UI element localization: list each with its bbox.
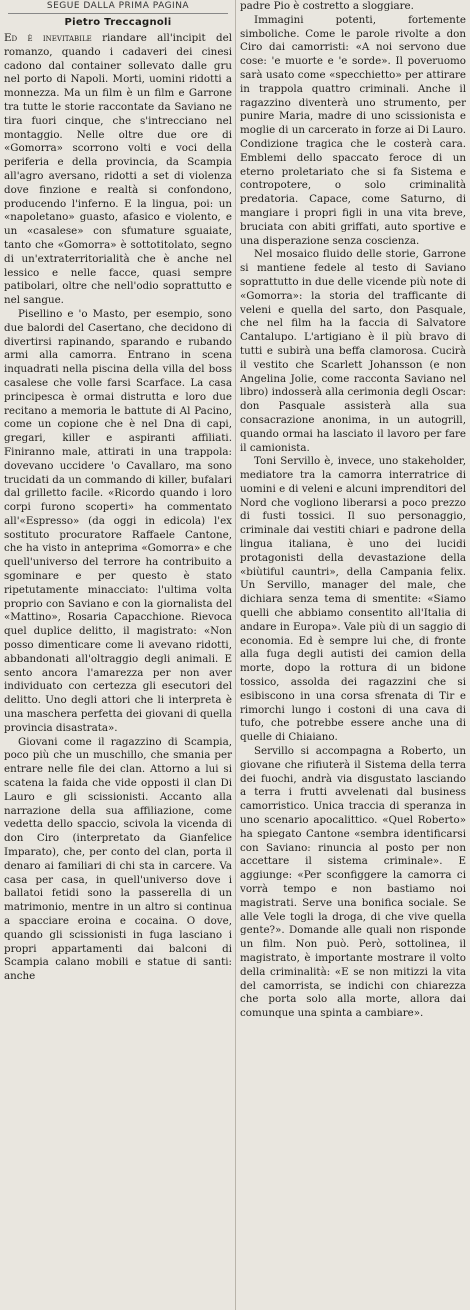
left-column [4,0,232,1310]
right-column [240,0,466,1310]
kicker-divider [8,13,228,14]
column-divider [235,0,236,1310]
article-paragraph [4,32,232,308]
article-paragraph: Immagini potenti, fortemente simboliche. Come le parole rivolte a don Ciro dai camorristi: «A noi servono due cose: 'e muorte e 'e sorde». Il poveruomo sarà usato come «specchietto» per attirare in trappola quattro criminali. Anche il ragazzino diventerà uno strumento, per punire Maria, madre di uno scissionista e moglie di un carcerato in forze ai Di Lauro. Condizione tragica che le costerà cara. Emblemi dello spaccato feroce di un eterno proletariato che si fa Sistema e contropotere, o solo criminalità predatoria. Capace, come Saturno, di mangiare i propri figli in una vita breve, bruciata con abiti griffati, auto sportive e una disperazione senza coscienza. [240,13,466,247]
lead-words: Ed è inevitabile [4,32,92,44]
article-paragraph: Pisellino e 'o Masto, per esempio, sono due balordi del Casertano, che decidono di divertirsi rapinando, sparando e rubando armi alla camorra. Entrano in scena inquadrati nella piscina della villa del boss casalese che volle farsi Scarface. La casa principesca è ormai distrutta e loro due recitano a memoria le battute di Al Pacino, come un copione che è nel Dna di capi, gregari, killer e aspiranti affiliati. Finiranno male, attirati in una trappola: dovevano uccidere 'o Cavallaro, ma sono trucidati da un commando di killer, bufalari dal grilletto facile. «Ricordo quando i loro corpi furono scoperti» ha commentato all'«Espresso» (da oggi in edicola) l'ex sostituto procuratore Raffaele Cantone, che ha visto in anteprima «Gomorra» e che quell'universo del terrore ha contribuito a sgominare e per questo è stato ripetutamente minacciato: l'ultima volta proprio con Saviano e con la giornalista del «Mattino», Rosaria Capacchione. Rievoca quel duplice delitto, il magistrato: «Non posso dimenticare come li avevano ridotti, abbandonati all'oltraggio degli animali. E sento ancora l'amarezza per non aver individuato con certezza gli esecutori del delitto. Uno degli attori che li interpreta è una maschera perfetta dei giovani di quella provincia disastrata». [4,307,232,734]
article-paragraph: Nel mosaico fluido delle storie, Garrone si mantiene fedele al testo di Saviano soprattutto in due delle vicende più note di «Gomorra»: la storia del trafficante di veleni e quella del sarto, don Pasquale, che nel film ha la faccia di Salvatore Cantalupo. L'artigiano è il più bravo di tutti e subirà una beffa clamorosa. Cucirà il vestito che Scarlett Johansson (e non Angelina Jolie, come racconta Saviano nel libro) indosserà alla cerimonia degli Oscar: don Pasquale assisterà alla sua consacrazione anonima, in un autogrill, quando ormai ha lasciato il lavoro per fare il camionista. [240,248,466,454]
article-paragraph: Servillo si accompagna a Roberto, un giovane che rifiuterà il Sistema della terra dei fuochi, andrà via disgustato lasciando a terra i frutti avvelenati dal business camorristico. Unica traccia di speranza in uno scenario apocalittico. «Quel Roberto» ha spiegato Cantone «sembra identificarsi con Saviano: rinuncia al posto per non accettare il sistema criminale». E aggiunge: «Per sconfiggere la camorra ci vorrà tempo e non bastiamo noi magistrati. Serve una bonifica sociale. Se alle Vele togli la droga, di che vive quella gente?». Domande alle quali non risponde un film. Non può. Però, sottolinea, il magistrato, è importante mostrare il volto della criminalità: «E se non mitizzi la vita del camorrista, se indichi con chiarezza che porta solo alla morte, allora dai comunque una spinta a cambiare». [240,745,466,1020]
article-paragraph: padre Pio è costretto a sloggiare. [240,0,414,12]
paragraph-text: riandare all'incipit del romanzo, quando i cadaveri dei cinesi cadono dal container sollevato dalle gru nel porto di Napoli. Morti, uomini ridotti a monnezza. Ma un film è un film e Garrone tra tutte le storie raccontate da Saviano ne tira fuori cinque, che s'intrecciano nel montaggio. Nelle oltre due ore di «Gomorra» scorrono volti e voci della periferia e della provincia, da Scampia all'agro aversano, ridotti a set di violenza dove finzione e realtà si confondono, producendo l'inferno. E la lingua, poi: un «napoletano» guasto, afasico e violento, e un «casalese» con sfumature sguaiate, tanto che «Gomorra» è sottotitolato, segno di un'extraterritorialità che è anche nel lessico e nelle facce, quasi sempre patibolari, oltre che nell'odio soprattutto e nel sangue. [4,32,232,307]
section-kicker: SEGUE DALLA PRIMA PAGINA [46,1,190,11]
byline-author: Pietro Treccagnoli [64,17,172,28]
article-paragraph: Giovani come il ragazzino di Scampia, poco più che un muschillo, che smania per entrare nelle file dei clan. Attorno a lui si scatena la faida che vide opposti il clan Di Lauro e gli scissionisti. Accanto alla narrazione della sua affiliazione, come vedetta dello spaccio, scivola la vicenda di don Ciro (interpretato da Gianfelice Imparato), che, per conto del clan, porta il denaro ai familiari di chi sta in carcere. Va casa per casa, in quell'universo dove i ballatoi fetidi sono la passerella di un matrimonio, mentre in un altro si continua a spacciare eroina e cocaina. O dove, quando gli scissionisti in fuga lasciano i propri appartamenti dai balconi di Scampia calano mobili e statue di santi: anche [4,735,232,983]
article-paragraph: Toni Servillo è, invece, uno stakeholder, mediatore tra la camorra interratrice di uomini e di veleni e alcuni imprenditori del Nord che vogliono liberarsi a poco prezzo di fusti tossici. Il suo personaggio, criminale dai vestiti chiari e padrone della lingua italiana, è uno dei lucidi protagonisti della devastazione della «biùtiful cauntri», della Campania felix. Un Servillo, manager del male, che dichiara senza tema di smentite: «Siamo quelli che abbiamo consentito all'Italia di andare in Europa». Vale più di un saggio di economia. Ed è sempre lui che, di fronte alla fuga degli autisti dei camion della morte, dopo la rottura di un bidone tossico, assolda dei ragazzini che si esibiscono in una corsa sfrenata di Tir e rimorchi lungo i costoni di una cava di tufo, che potrebbe essere anche una di quelle di Chiaiano. [240,455,466,744]
